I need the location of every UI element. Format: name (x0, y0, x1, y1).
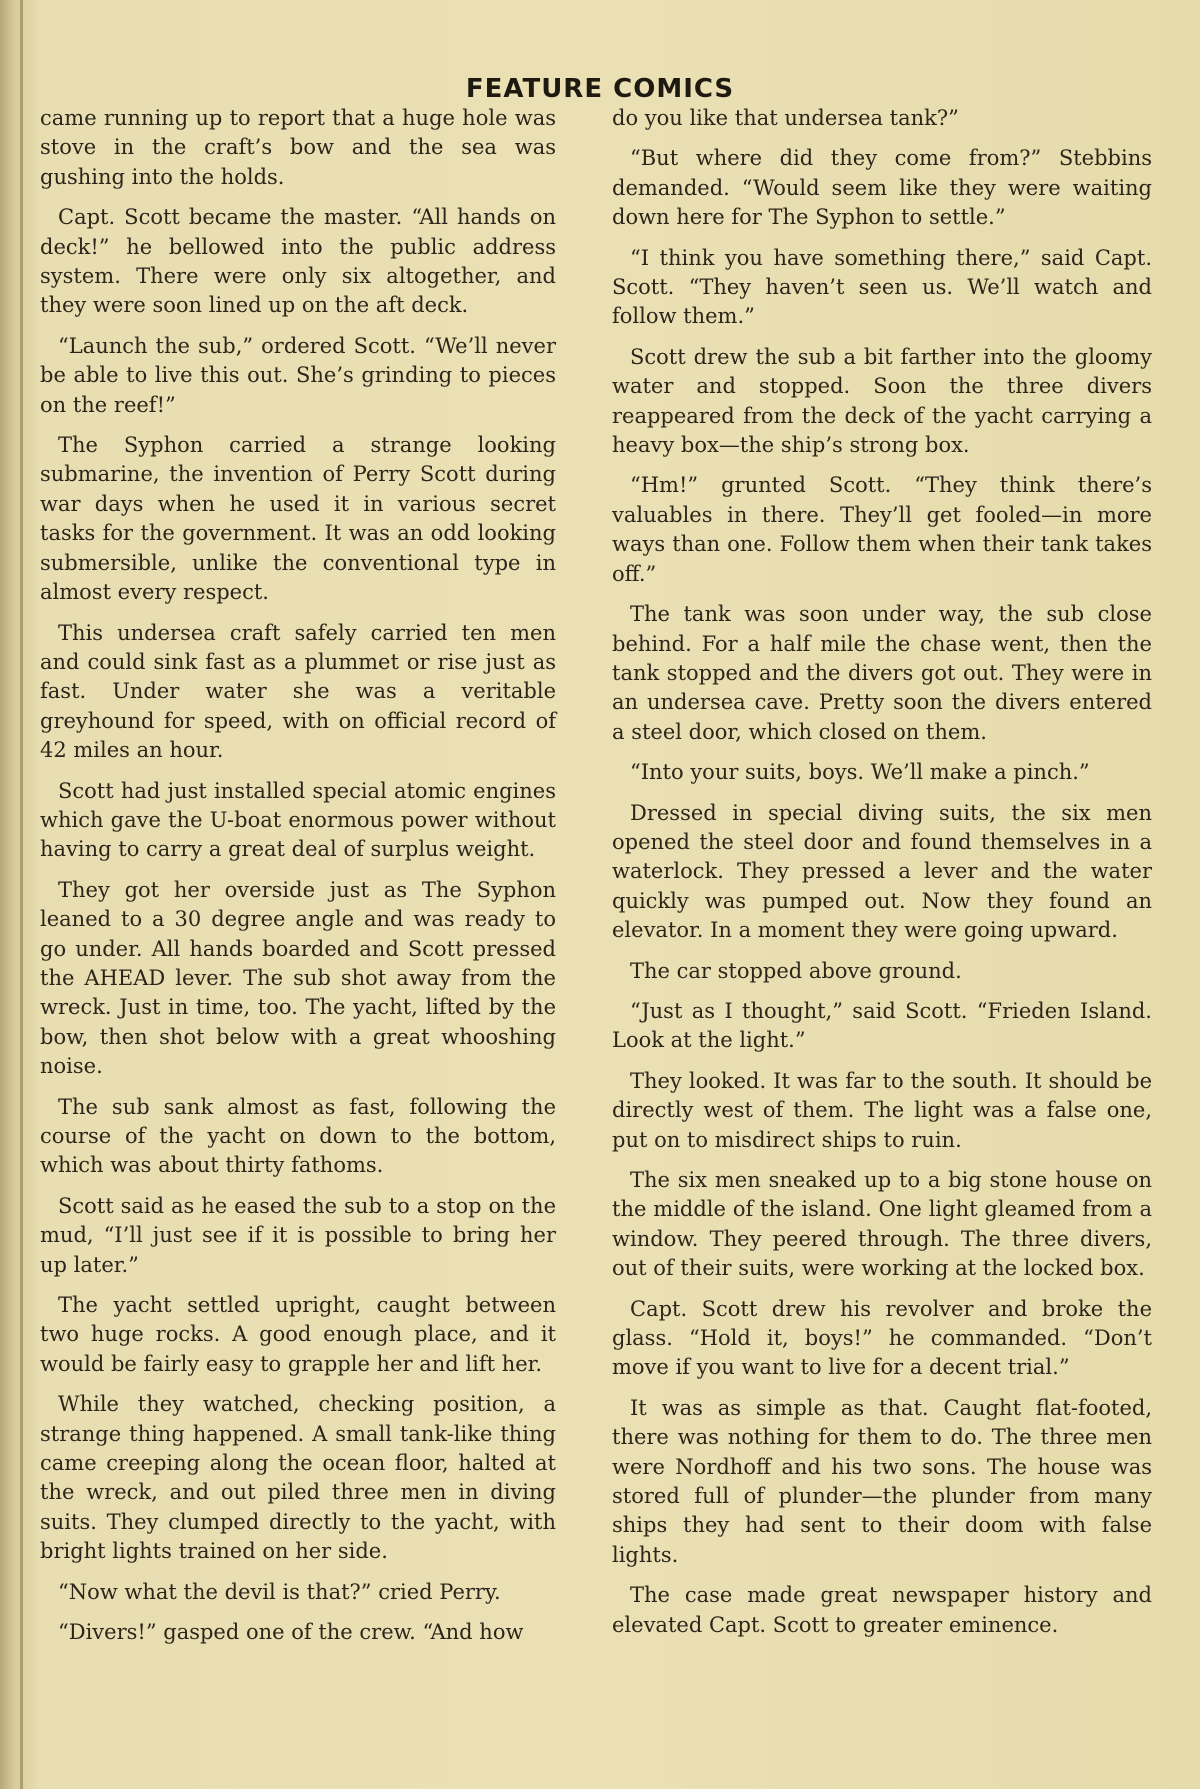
right-column (612, 104, 1152, 1651)
paragraph: It was as simple as that. Caught flat-footed, there was nothing for them to do. The three men were Nordhoff and his two sons. The house was stored full of plunder—the plunder from many ships they had sent to their doom with false lights. (612, 1395, 1152, 1567)
paragraph: Capt. Scott became the master. “All hands on deck!” he bellowed into the public address system. There were only six altogether, and they were soon lined up on the aft deck. (40, 205, 556, 318)
left-column (40, 104, 556, 1659)
paragraph: Scott had just installed special atomic engines which gave the U-boat enormous power without having to carry a great deal of surplus weight. (40, 778, 556, 862)
paragraph: Scott drew the sub a bit farther into the gloomy water and stopped. Soon the three divers reappeared from the deck of the yacht carrying a heavy box—the ship’s strong box. (612, 344, 1152, 458)
paragraph: The car stopped above ground. (630, 958, 962, 983)
paragraph: Scott said as he eased the sub to a stop on the mud, “I’ll just see if it is possible to bring her up later.” (40, 1193, 556, 1277)
paragraph: “Just as I thought,” said Scott. “Frieden Island. Look at the light.” (612, 998, 1152, 1053)
paragraph: “Launch the sub,” ordered Scott. “We’ll never be able to live this out. She’s grinding to pieces on the reef!” (40, 333, 556, 417)
paragraph: The sub sank almost as fast, following the course of the yacht on down to the bottom, which was about thirty fathoms. (40, 1094, 556, 1178)
paragraph: Capt. Scott drew his revolver and broke the glass. “Hold it, boys!” he commanded. “Don’t move if you want to live for a decent trial.” (612, 1296, 1152, 1380)
paragraph: The yacht settled upright, caught between two huge rocks. A good enough place, and it would be fairly easy to grapple her and lift her. (40, 1293, 556, 1376)
paragraph: The Syphon carried a strange looking submarine, the invention of Perry Scott during war days when he used it in various secret tasks for the government. It was an odd looking submersible, unlike the conventional type in almost every respect. (40, 433, 556, 605)
paragraph: do you like that undersea tank?” (612, 106, 959, 130)
paragraph: The tank was soon under way, the sub close behind. For a half mile the chase went, then the tank stopped and the divers got out. They were in an undersea cave. Pretty soon the divers entered a steel door, which closed on them. (612, 602, 1152, 744)
paragraph: This undersea craft safely carried ten men and could sink fast as a plummet or rise just as fast. Under water she was a veritable greyhound for speed, with on official record of 42 miles an hour. (40, 620, 556, 763)
page-header: FEATURE COMICS (465, 74, 735, 104)
paragraph: They got her overside just as The Syphon leaned to a 30 degree angle and was ready to go under. All hands boarded and Scott pressed the AHEAD lever. The sub shot away from the wreck. Just in time, too. The yacht, lifted by the bow, then shot below with a great whooshing noise. (40, 877, 556, 1079)
paragraph: The case made great newspaper history and elevated Capt. Scott to greater eminence. (612, 1583, 1152, 1637)
paragraph: “Into your suits, boys. We’ll make a pinch.” (630, 760, 1090, 785)
paragraph: “Divers!” gasped one of the crew. “And how (58, 1620, 524, 1645)
paragraph: The six men sneaked up to a big stone house on the middle of the island. One light gleamed from a window. They peered through. The three divers, out of their suits, were working at the locked box. (612, 1168, 1152, 1281)
paragraph: “Hm!” grunted Scott. “They think there’s valuables in there. They’ll get fooled—in more ways than one. Follow them when their tank takes off.” (612, 473, 1152, 586)
paragraph: They looked. It was far to the south. It should be directly west of them. The light was a false one, put on to misdirect ships to ruin. (612, 1068, 1152, 1152)
paragraph: “But where did they come from?” Stebbins demanded. “Would seem like they were waiting down here for The Syphon to settle.” (612, 146, 1152, 230)
paragraph: Dressed in special diving suits, the six men opened the steel door and found themselves in a waterlock. They pressed a lever and the water quickly was pumped out. Now they found an elevator. In a moment they were going upward. (612, 800, 1152, 943)
paragraph: came running up to report that a huge hole was stove in the craft’s bow and the sea was gushing into the holds. (40, 106, 556, 189)
paragraph: While they watched, checking position, a strange thing happened. A small tank-like thing came creeping along the ocean floor, halted at the wreck, and out piled three men in diving suits. They clumped directly to the yacht, with bright lights trained on her side. (40, 1392, 556, 1564)
paragraph: “I think you have something there,” said Capt. Scott. “They haven’t seen us. We’ll watch and follow them.” (612, 245, 1152, 329)
binding-gutter (20, 0, 23, 1789)
paragraph: “Now what the devil is that?” cried Perry. (58, 1579, 501, 1604)
